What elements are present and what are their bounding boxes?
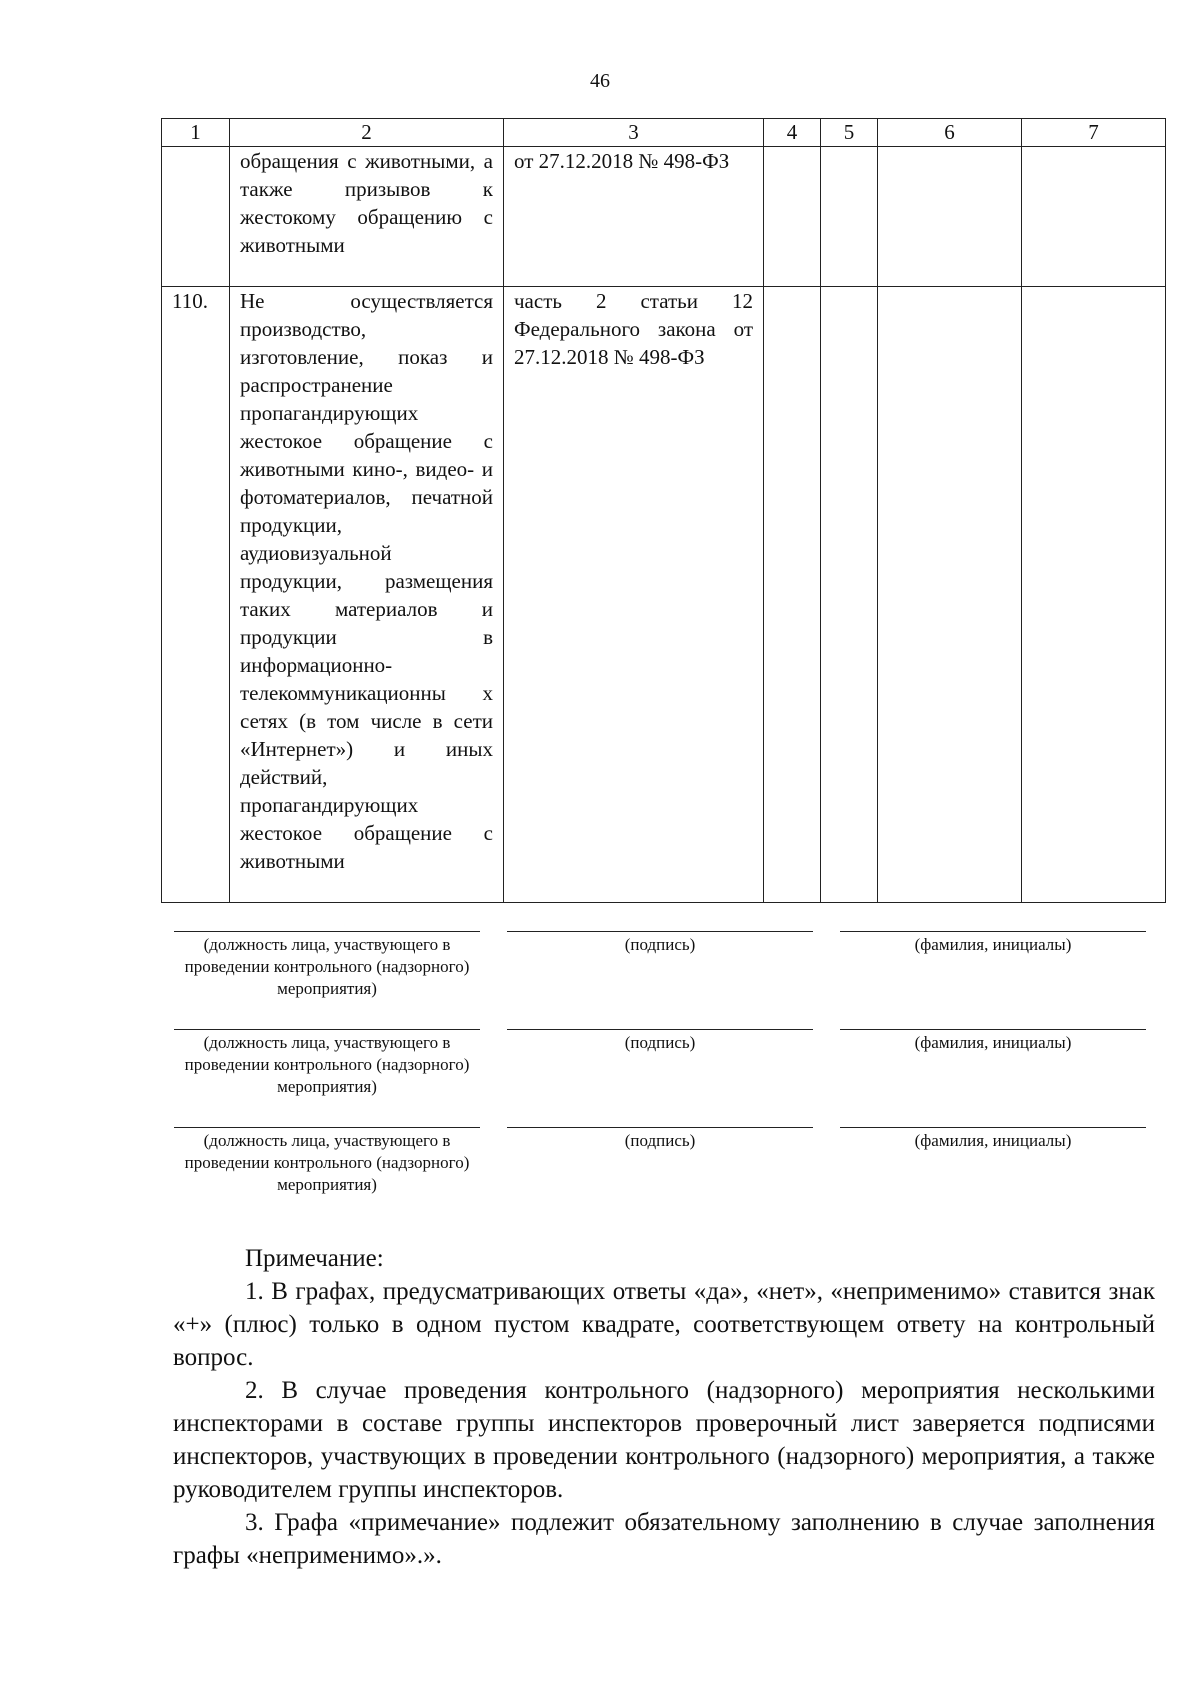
answer-not-applicable-cell[interactable] (878, 147, 1022, 287)
name-signature-line[interactable]: (фамилия, инициалы) (840, 931, 1146, 956)
signature-line[interactable]: (подпись) (507, 1127, 813, 1152)
position-signature-line[interactable]: (должность лица, участвующего в проведении контрольного (надзорного) мероприятия) (174, 1127, 480, 1196)
signature-line[interactable]: (подпись) (507, 931, 813, 956)
signature-line[interactable]: (подпись) (507, 1029, 813, 1054)
page-number: 46 (590, 70, 610, 92)
column-header: 5 (821, 119, 878, 147)
answer-no-cell[interactable] (821, 287, 878, 903)
note-cell[interactable] (1022, 147, 1166, 287)
column-header: 1 (162, 119, 230, 147)
table-header-row (162, 119, 1166, 147)
notes-section (173, 1242, 1155, 1572)
checklist-table (161, 118, 1166, 903)
answer-yes-cell[interactable] (764, 147, 821, 287)
requirement-cell: обращения с животными, а также призывов к жестокому обращению с животными (230, 147, 504, 287)
note-item: 2. В случае проведения контрольного (надзорного) мероприятия несколькими инспекторами в составе группы инспекторов проверочный лист заверяется подписями инспекторов, участвующих в проведении контрольного (надзорного) мероприятия, а также руководителем группы инспекторов. (173, 1377, 1155, 1503)
column-header: 3 (504, 119, 764, 147)
column-header: 4 (764, 119, 821, 147)
requirement-cell: Не осуществляется производство, изготовление, показ и распространение пропагандирующих жестокое обращение с животными кино-, видео- и фотоматериалов, печатной продукции, аудиовизуальной продукции, размещения таких материалов и продукции в информационно-телекоммуникационны х сетях (в том числе в сети «Интернет») и иных действий, пропагандирующих жестокое обращение с животными (230, 287, 504, 903)
legal-reference-cell: часть 2 статьи 12 Федерального закона от 27.12.2018 № 498-ФЗ (504, 287, 764, 903)
row-number (162, 147, 230, 287)
name-signature-line[interactable]: (фамилия, инициалы) (840, 1127, 1146, 1152)
row-number: 110. (162, 287, 230, 903)
answer-yes-cell[interactable] (764, 287, 821, 903)
position-signature-line[interactable]: (должность лица, участвующего в проведении контрольного (надзорного) мероприятия) (174, 931, 480, 1000)
table-row (162, 287, 1166, 903)
answer-no-cell[interactable] (821, 147, 878, 287)
column-header: 2 (230, 119, 504, 147)
notes-title: Примечание: (245, 1245, 384, 1272)
legal-reference-cell: от 27.12.2018 № 498-ФЗ (504, 147, 764, 287)
table-row (162, 147, 1166, 287)
note-item: 1. В графах, предусматривающих ответы «да», «нет», «неприменимо» ставится знак «+» (плюс) только в одном пустом квадрате, соответствующем ответу на контрольный вопрос. (173, 1278, 1155, 1371)
column-header: 7 (1022, 119, 1166, 147)
position-signature-line[interactable]: (должность лица, участвующего в проведении контрольного (надзорного) мероприятия) (174, 1029, 480, 1098)
note-item: 3. Графа «примечание» подлежит обязательному заполнению в случае заполнения графы «неприменимо».». (173, 1509, 1155, 1569)
name-signature-line[interactable]: (фамилия, инициалы) (840, 1029, 1146, 1054)
column-header: 6 (878, 119, 1022, 147)
answer-not-applicable-cell[interactable] (878, 287, 1022, 903)
note-cell[interactable] (1022, 287, 1166, 903)
